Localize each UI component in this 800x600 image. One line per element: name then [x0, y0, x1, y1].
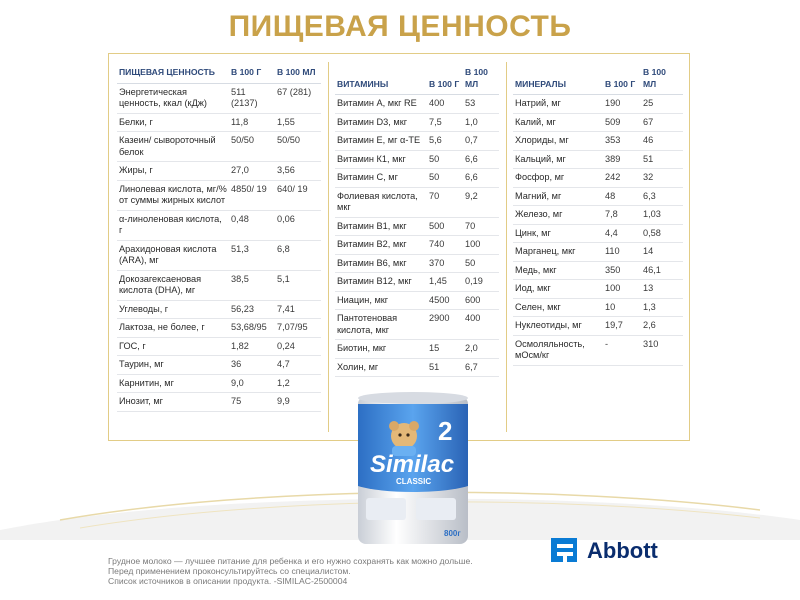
table-row	[117, 393, 321, 412]
table-row	[117, 83, 321, 113]
row-label: ГОС, г	[117, 337, 229, 356]
row-value-100g: 9,0	[229, 374, 275, 393]
row-label: Фосфор, мг	[513, 169, 603, 188]
row-value-100ml: 6,8	[275, 240, 321, 270]
row-label: Иод, мкг	[513, 280, 603, 299]
row-value-100g: 19,7	[603, 317, 641, 336]
row-value-100ml: 3,56	[275, 162, 321, 181]
row-value-100g: 1,82	[229, 337, 275, 356]
row-value-100ml: 0,24	[275, 337, 321, 356]
row-value-100ml: 100	[463, 236, 499, 255]
table-row	[117, 270, 321, 300]
row-label: Витамин Е, мг α-ТЕ	[335, 132, 427, 151]
row-value-100ml: 1,3	[641, 298, 683, 317]
page-title: ПИЩЕВАЯ ЦЕННОСТЬ	[228, 10, 572, 43]
row-label: Жиры, г	[117, 162, 229, 181]
table-row	[117, 162, 321, 181]
row-value-100ml: 25	[641, 95, 683, 114]
row-value-100g: 5,6	[427, 132, 463, 151]
table-row	[335, 113, 499, 132]
row-label: Марганец, мкг	[513, 243, 603, 262]
row-value-100ml: 1,0	[463, 113, 499, 132]
row-value-100ml: 400	[463, 310, 499, 340]
row-value-100ml: 600	[463, 291, 499, 310]
row-value-100g: 7,8	[603, 206, 641, 225]
row-label: Магний, мг	[513, 187, 603, 206]
row-value-100ml: 6,3	[641, 187, 683, 206]
row-label: Биотин, мкг	[335, 340, 427, 359]
row-label: Углеводы, г	[117, 300, 229, 319]
minerals-header-name: МИНЕРАЛЫ	[513, 54, 603, 95]
row-value-100g: 4,4	[603, 224, 641, 243]
row-value-100ml: 9,9	[275, 393, 321, 412]
row-value-100g: 4500	[427, 291, 463, 310]
minerals-header-100g: В 100 Г	[603, 54, 641, 95]
row-value-100g: 100	[603, 280, 641, 299]
table-row	[513, 187, 683, 206]
row-label: Ниацин, мкг	[335, 291, 427, 310]
row-value-100ml: 2,6	[641, 317, 683, 336]
row-value-100g: 0,48	[229, 210, 275, 240]
table-row	[117, 374, 321, 393]
table-row	[513, 243, 683, 262]
company-name: Abbott	[587, 538, 658, 563]
row-label: Карнитин, мг	[117, 374, 229, 393]
row-label: Холин, мг	[335, 358, 427, 377]
row-label: Казеин/ сывороточный белок	[117, 132, 229, 162]
row-label: Хлориды, мг	[513, 132, 603, 151]
row-value-100ml: 310	[641, 335, 683, 365]
table-row	[335, 340, 499, 359]
row-value-100ml: 67	[641, 113, 683, 132]
row-value-100ml: 46,1	[641, 261, 683, 280]
row-label: Витамин В12, мкг	[335, 273, 427, 292]
row-value-100ml: 1,2	[275, 374, 321, 393]
row-label: Таурин, мг	[117, 356, 229, 375]
row-value-100ml: 50	[463, 254, 499, 273]
table-row	[117, 210, 321, 240]
table-row	[513, 317, 683, 336]
row-value-100ml: 70	[463, 217, 499, 236]
table-row	[335, 236, 499, 255]
row-label: Энергетическая ценность, ккал (кДж)	[117, 83, 229, 113]
row-value-100g: 15	[427, 340, 463, 359]
row-value-100g: 353	[603, 132, 641, 151]
row-label: Натрий, мг	[513, 95, 603, 114]
table-row	[117, 240, 321, 270]
product-weight: 800г	[444, 529, 461, 538]
row-value-100ml: 7,07/95	[275, 319, 321, 338]
row-value-100ml: 13	[641, 280, 683, 299]
row-value-100ml: 6,6	[463, 150, 499, 169]
row-label: Линолевая кислота, мг/% от суммы жирных кислот	[117, 180, 229, 210]
row-label: Фолиевая кислота, мкг	[335, 187, 427, 217]
row-label: Железо, мг	[513, 206, 603, 225]
table-row	[117, 356, 321, 375]
row-value-100g: 110	[603, 243, 641, 262]
row-value-100ml: 50/50	[275, 132, 321, 162]
table-row	[513, 280, 683, 299]
row-value-100ml: 1,55	[275, 113, 321, 132]
row-value-100g: 389	[603, 150, 641, 169]
table-row	[335, 187, 499, 217]
row-label: Витамин К1, мкг	[335, 150, 427, 169]
table-row	[335, 132, 499, 151]
row-label: Лактоза, не более, г	[117, 319, 229, 338]
table-row	[513, 132, 683, 151]
row-value-100ml: 0,7	[463, 132, 499, 151]
column-divider	[506, 62, 507, 432]
row-label: Арахидоновая кислота (ARA), мг	[117, 240, 229, 270]
row-label: α-линоленовая кислота, г	[117, 210, 229, 240]
row-label: Пантотеновая кислота, мкг	[335, 310, 427, 340]
table-row	[117, 300, 321, 319]
row-value-100ml: 5,1	[275, 270, 321, 300]
row-value-100ml: 6,6	[463, 169, 499, 188]
row-value-100g: 509	[603, 113, 641, 132]
row-value-100g: 4850/ 19	[229, 180, 275, 210]
row-label: Калий, мг	[513, 113, 603, 132]
disclaimer-text	[108, 556, 528, 586]
table-row	[513, 169, 683, 188]
row-label: Витамин В2, мкг	[335, 236, 427, 255]
row-value-100g: -	[603, 335, 641, 365]
vitamins-table-column	[335, 54, 499, 377]
disclaimer-line: Перед применением проконсультируйтесь со специалистом.	[108, 566, 351, 576]
row-value-100ml: 46	[641, 132, 683, 151]
nutrition-table-column	[117, 54, 321, 412]
row-value-100g: 7,5	[427, 113, 463, 132]
row-value-100ml: 640/ 19	[275, 180, 321, 210]
disclaimer-line: Список источников в описании продукта. -SIMILAC-2500004	[108, 576, 348, 586]
table-row	[117, 132, 321, 162]
row-label: Витамин D3, мкг	[335, 113, 427, 132]
row-value-100g: 190	[603, 95, 641, 114]
minerals-table	[513, 54, 683, 366]
row-label: Витамин В1, мкг	[335, 217, 427, 236]
product-can-image	[352, 390, 474, 546]
row-value-100g: 75	[229, 393, 275, 412]
row-value-100g: 242	[603, 169, 641, 188]
row-label: Витамин В6, мкг	[335, 254, 427, 273]
table-row	[335, 217, 499, 236]
vitamins-header-100ml: В 100 МЛ	[463, 54, 499, 95]
nutrition-header-name: ПИЩЕВАЯ ЦЕННОСТЬ	[117, 54, 229, 83]
row-value-100ml: 53	[463, 95, 499, 114]
row-value-100ml: 67 (281)	[275, 83, 321, 113]
row-label: Витамин С, мг	[335, 169, 427, 188]
vitamins-table	[335, 54, 499, 377]
table-row	[513, 113, 683, 132]
table-row	[335, 169, 499, 188]
table-row	[335, 291, 499, 310]
row-value-100ml: 6,7	[463, 358, 499, 377]
nutrition-header-100g: В 100 Г	[229, 54, 275, 83]
table-row	[513, 150, 683, 169]
row-value-100g: 50	[427, 150, 463, 169]
row-value-100g: 50	[427, 169, 463, 188]
table-row	[513, 95, 683, 114]
minerals-table-column	[513, 54, 683, 366]
table-row	[117, 337, 321, 356]
row-value-100ml: 0,06	[275, 210, 321, 240]
row-value-100g: 370	[427, 254, 463, 273]
vitamins-header-name: ВИТАМИНЫ	[335, 54, 427, 95]
row-label: Белки, г	[117, 113, 229, 132]
table-row	[335, 150, 499, 169]
row-label: Витамин А, мкг RE	[335, 95, 427, 114]
table-row	[513, 206, 683, 225]
table-row	[513, 298, 683, 317]
row-value-100ml: 9,2	[463, 187, 499, 217]
row-value-100g: 56,23	[229, 300, 275, 319]
row-value-100ml: 0,58	[641, 224, 683, 243]
row-value-100ml: 1,03	[641, 206, 683, 225]
row-value-100g: 70	[427, 187, 463, 217]
row-label: Инозит, мг	[117, 393, 229, 412]
table-row	[513, 261, 683, 280]
row-label: Осмоляльность, мОсм/кг	[513, 335, 603, 365]
nutrition-header-100ml: В 100 МЛ	[275, 54, 321, 83]
row-label: Кальций, мг	[513, 150, 603, 169]
row-value-100g: 350	[603, 261, 641, 280]
abbott-logo-mark-icon	[549, 534, 581, 566]
vitamins-header-100g: В 100 Г	[427, 54, 463, 95]
row-value-100ml: 4,7	[275, 356, 321, 375]
row-value-100g: 38,5	[229, 270, 275, 300]
row-value-100g: 400	[427, 95, 463, 114]
row-value-100g: 500	[427, 217, 463, 236]
row-value-100ml: 7,41	[275, 300, 321, 319]
row-label: Нуклеотиды, мг	[513, 317, 603, 336]
product-brand: Similac	[370, 451, 455, 478]
row-value-100g: 1,45	[427, 273, 463, 292]
table-row	[335, 310, 499, 340]
nutrition-table	[117, 54, 321, 412]
minerals-header-100ml: В 100 МЛ	[641, 54, 683, 95]
table-row	[335, 95, 499, 114]
row-value-100g: 51	[427, 358, 463, 377]
row-value-100g: 11,8	[229, 113, 275, 132]
row-value-100g: 27,0	[229, 162, 275, 181]
row-value-100g: 511 (2137)	[229, 83, 275, 113]
table-row	[117, 319, 321, 338]
table-row	[513, 224, 683, 243]
row-value-100g: 10	[603, 298, 641, 317]
table-row	[335, 254, 499, 273]
product-line: CLASSIC	[396, 477, 432, 486]
row-label: Докозагексаеновая кислота (DHA), мг	[117, 270, 229, 300]
row-value-100ml: 32	[641, 169, 683, 188]
table-row	[117, 180, 321, 210]
row-value-100g: 50/50	[229, 132, 275, 162]
row-value-100g: 740	[427, 236, 463, 255]
row-value-100ml: 2,0	[463, 340, 499, 359]
abbott-logo	[549, 534, 689, 566]
product-stage: 2	[438, 416, 453, 446]
column-divider	[328, 62, 329, 432]
disclaimer-line: Грудное молоко — лучшее питание для ребенка и его нужно сохранять как можно дольше.	[108, 556, 473, 566]
row-value-100ml: 51	[641, 150, 683, 169]
row-value-100ml: 14	[641, 243, 683, 262]
row-value-100g: 51,3	[229, 240, 275, 270]
table-row	[335, 358, 499, 377]
row-value-100g: 48	[603, 187, 641, 206]
table-row	[117, 113, 321, 132]
row-value-100ml: 0,19	[463, 273, 499, 292]
row-value-100g: 53,68/95	[229, 319, 275, 338]
table-row	[513, 335, 683, 365]
nutrition-panel	[108, 53, 690, 441]
row-value-100g: 36	[229, 356, 275, 375]
row-label: Медь, мкг	[513, 261, 603, 280]
row-label: Селен, мкг	[513, 298, 603, 317]
row-label: Цинк, мг	[513, 224, 603, 243]
row-value-100g: 2900	[427, 310, 463, 340]
table-row	[335, 273, 499, 292]
